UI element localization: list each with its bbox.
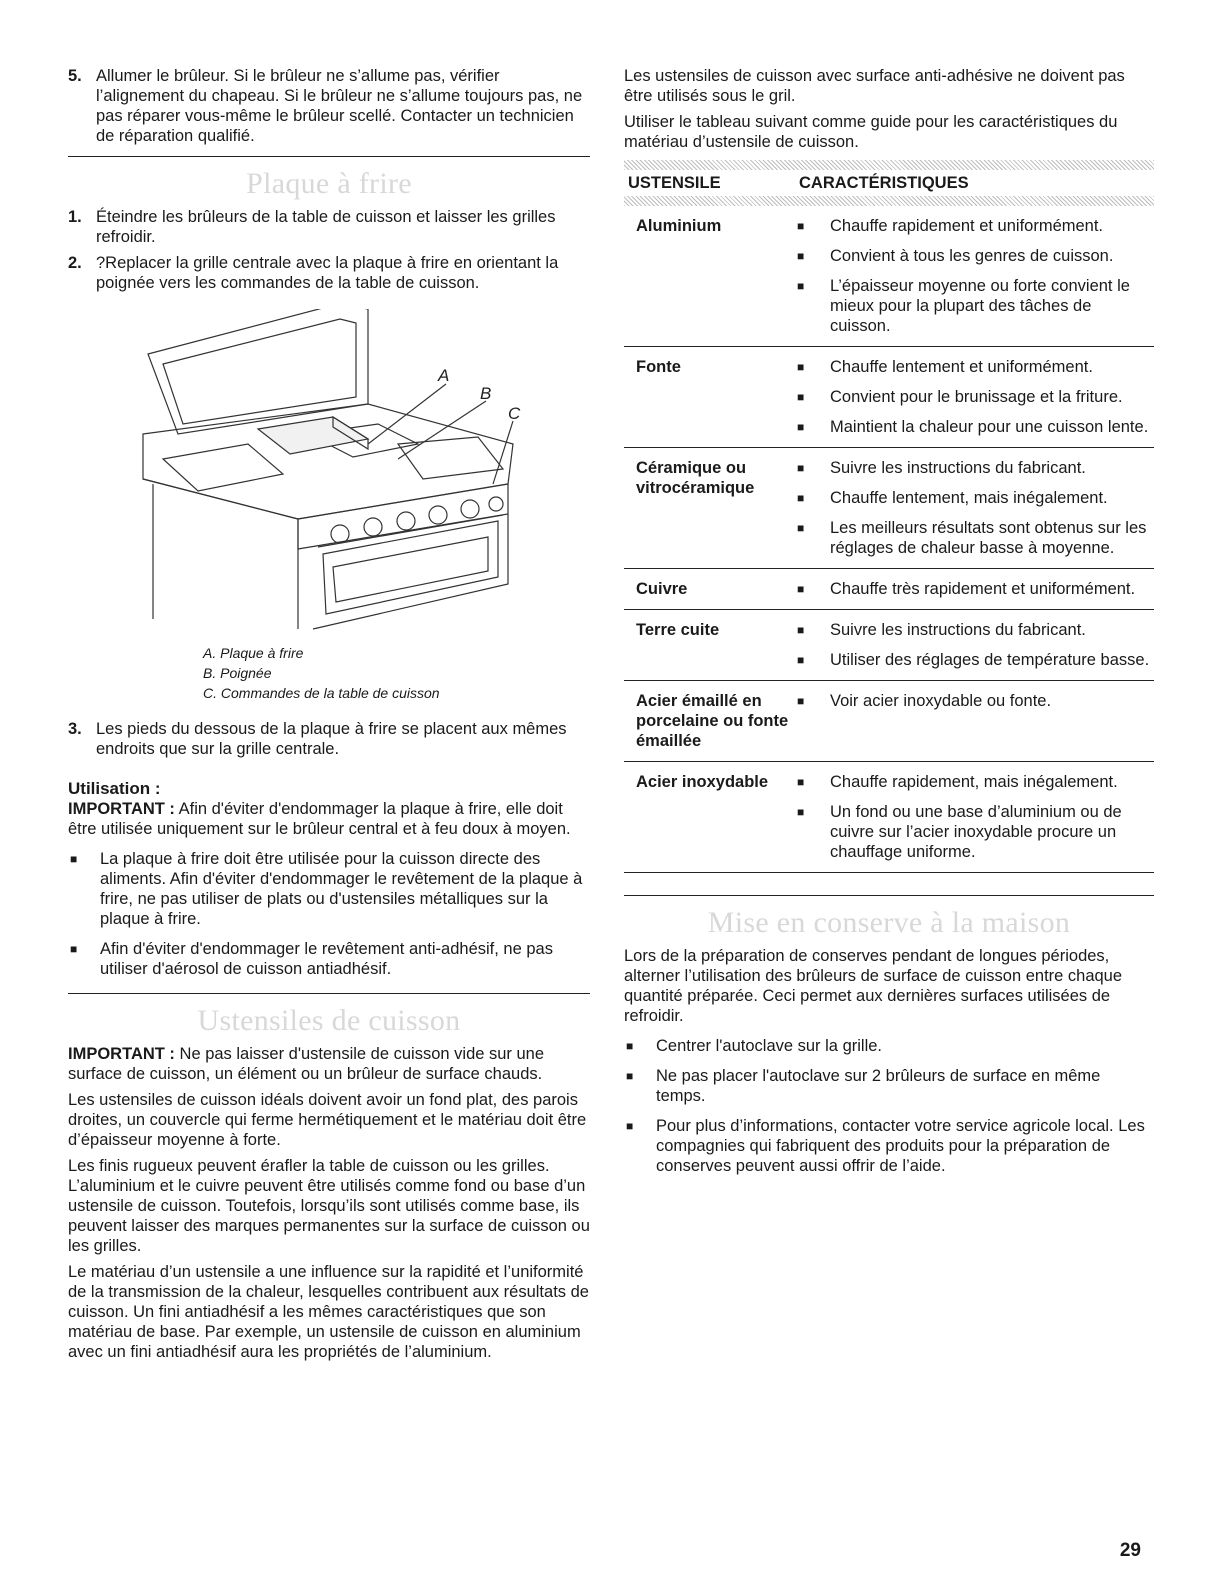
table-row xyxy=(624,206,1154,347)
bullet-square-icon: ■ xyxy=(70,852,78,866)
bullet-square-icon: ■ xyxy=(797,279,805,293)
bullet-square-icon: ■ xyxy=(797,420,805,434)
bullet-text: Chauffe lentement et uniformément. xyxy=(830,358,1093,376)
bullet-square-icon: ■ xyxy=(797,775,805,789)
bullet-item xyxy=(795,650,1154,670)
bullet-item xyxy=(795,518,1154,558)
bullet-square-icon: ■ xyxy=(626,1119,634,1133)
bullet-item xyxy=(795,458,1154,478)
ustensiles-important xyxy=(68,1044,590,1084)
material-characteristics xyxy=(795,772,1154,862)
intro-paragraph-1: Les ustensiles de cuisson avec surface anti-adhésive ne doivent pas être utilisés sous le gril. xyxy=(624,67,1125,105)
bullet-text: Convient à tous les genres de cuisson. xyxy=(830,247,1114,265)
bullet-text: Convient pour le brunissage et la friture. xyxy=(830,388,1123,406)
bullet-item xyxy=(795,620,1154,640)
page-number: 29 xyxy=(1119,1540,1141,1561)
step-text: ?Replacer la grille centrale avec la plaque à frire en orientant la poignée vers les commandes de la table de cuisson. xyxy=(96,254,559,292)
bullet-text: Les meilleurs résultats sont obtenus sur les réglages de chaleur basse à moyenne. xyxy=(830,519,1147,557)
caption-b: B. Poignée xyxy=(203,665,272,681)
bullet-square-icon: ■ xyxy=(797,623,805,637)
material-name: Fonte xyxy=(636,358,681,376)
bullet-item xyxy=(624,1036,1154,1056)
table-row xyxy=(624,610,1154,681)
ustensiles-paragraphs xyxy=(68,1090,590,1362)
ustensiles-paragraph: Le matériau d’un ustensile a une influence sur la rapidité et l’uniformité de la transmission de la chaleur, lesquelles contribuent aux résultats de cuisson. Un fini antiadhésif a les mêmes caractéristiques que son matériau de base. Par exemple, un ustensile de cuisson en aluminium avec un fini antiadhésif aura les propriétés de l’aluminium. xyxy=(68,1263,589,1361)
step-text: Les pieds du dessous de la plaque à frire se placent aux mêmes endroits que sur la grille centrale. xyxy=(96,720,567,758)
bullet-text: Pour plus d’informations, contacter votre service agricole local. Les compagnies qui fabriquent des produits pour la préparation de conserves peuvent aussi offrir de l’aide. xyxy=(656,1117,1145,1175)
utilisation-heading: Utilisation : xyxy=(68,779,161,798)
bullet-item xyxy=(68,939,590,979)
intro-paragraph-2: Utiliser le tableau suivant comme guide pour les caractéristiques du matériau d’ustensile de cuisson. xyxy=(624,113,1118,151)
bullet-item xyxy=(795,387,1154,407)
bullet-item xyxy=(795,772,1154,792)
bullet-item xyxy=(795,246,1154,266)
bullet-square-icon: ■ xyxy=(626,1069,634,1083)
ustensiles-paragraph: Les ustensiles de cuisson idéals doivent avoir un fond plat, des parois droites, un couvercle qui ferme hermétiquement et le matériau doit être d’épaisseur moyenne à forte. xyxy=(68,1091,587,1149)
bullet-text: Centrer l'autoclave sur la grille. xyxy=(656,1037,882,1055)
bullet-square-icon: ■ xyxy=(797,360,805,374)
material-characteristics xyxy=(795,458,1154,558)
material-characteristics xyxy=(795,357,1154,437)
right-column xyxy=(624,66,1154,1176)
left-column xyxy=(68,66,590,1362)
bullet-item xyxy=(795,417,1154,437)
range-illustration xyxy=(68,309,590,639)
bullet-text: Un fond ou une base d’aluminium ou de cuivre sur l’acier inoxydable procure un chauffage uniforme. xyxy=(830,803,1122,861)
conserve-bullets xyxy=(624,1036,1154,1176)
step-number: 2. xyxy=(68,254,82,272)
important-text: Afin d'éviter d'endommager la plaque à frire, elle doit être utilisée uniquement sur le brûleur central et à feu doux à moyen. xyxy=(68,800,571,838)
step-5 xyxy=(68,66,590,146)
step-3 xyxy=(68,719,590,759)
bullet-item xyxy=(795,802,1154,862)
bullet-text: Suivre les instructions du fabricant. xyxy=(830,459,1086,477)
caption-a: A. Plaque à frire xyxy=(203,645,304,661)
cookware-table xyxy=(624,206,1154,873)
bullet-text: La plaque à frire doit être utilisée pour la cuisson directe des aliments. Afin d'éviter d'endommager le revêtement de la plaque à frire, ne pas utiliser de plats ou d'ustensiles métalliques sur la plaque à frire. xyxy=(100,850,583,928)
bullet-text: L’épaisseur moyenne ou forte convient le mieux pour la plupart des tâches de cuisson. xyxy=(830,277,1130,335)
bullet-square-icon: ■ xyxy=(797,249,805,263)
bullet-square-icon: ■ xyxy=(797,582,805,596)
ustensiles-paragraph: Les finis rugueux peuvent érafler la table de cuisson ou les grilles. L’aluminium et le cuivre peuvent être utilisés comme fond ou base d’un ustensile de cuisson. Toutefois, lorsqu’ils sont utilisés comme base, ils peuvent laisser des marques permanentes sur la surface de cuisson ou les grilles. xyxy=(68,1157,590,1255)
material-name: Cuivre xyxy=(636,580,688,598)
material-characteristics xyxy=(795,691,1154,751)
important-label: IMPORTANT : xyxy=(68,1045,175,1063)
important-label: IMPORTANT : xyxy=(68,800,175,818)
bullet-item xyxy=(68,849,590,929)
bullet-square-icon: ■ xyxy=(797,461,805,475)
material-name: Céramique ou vitrocéramique xyxy=(636,459,755,497)
conserve-paragraph: Lors de la préparation de conserves pendant de longues périodes, alterner l’utilisation des brûleurs de surface de cuisson entre chaque quantité préparée. Ceci permet aux dernières surfaces utilisées de refroidir. xyxy=(624,947,1123,1025)
table-header xyxy=(624,170,1154,196)
table-row xyxy=(624,762,1154,873)
bullet-square-icon: ■ xyxy=(797,653,805,667)
header-ustensile: USTENSILE xyxy=(628,173,721,192)
bullet-text: Utiliser des réglages de température basse. xyxy=(830,651,1150,669)
figure-captions xyxy=(203,643,590,703)
section-divider xyxy=(68,156,590,157)
bullet-square-icon: ■ xyxy=(797,805,805,819)
bullet-text: Suivre les instructions du fabricant. xyxy=(830,621,1086,639)
label-b: B xyxy=(480,384,492,403)
bullet-square-icon: ■ xyxy=(797,694,805,708)
bullet-item xyxy=(624,1116,1154,1176)
important-text: Ne pas laisser d'ustensile de cuisson vide sur une surface de cuisson, un élément ou un brûleur de surface chauds. xyxy=(68,1045,545,1083)
bullet-square-icon: ■ xyxy=(626,1039,634,1053)
step-text: Éteindre les brûleurs de la table de cuisson et laisser les grilles refroidir. xyxy=(96,208,556,246)
range-drawing xyxy=(68,309,590,639)
bullet-item xyxy=(624,1066,1154,1106)
header-caracteristiques: CARACTÉRISTIQUES xyxy=(799,173,969,192)
table-row xyxy=(624,681,1154,762)
bullet-square-icon: ■ xyxy=(70,942,78,956)
table-row xyxy=(624,569,1154,610)
bullet-text: Chauffe lentement, mais inégalement. xyxy=(830,489,1108,507)
step-number: 5. xyxy=(68,67,82,85)
step-number: 1. xyxy=(68,208,82,226)
step-1 xyxy=(68,207,590,247)
table-row xyxy=(624,347,1154,448)
bullet-square-icon: ■ xyxy=(797,491,805,505)
material-characteristics xyxy=(795,216,1154,336)
bullet-text: Afin d'éviter d'endommager le revêtement anti-adhésif, ne pas utiliser d'aérosol de cuisson antiadhésif. xyxy=(100,940,553,978)
bullet-text: Chauffe rapidement et uniformément. xyxy=(830,217,1104,235)
label-c: C xyxy=(508,404,521,423)
bullet-square-icon: ■ xyxy=(797,521,805,535)
material-name: Acier inoxydable xyxy=(636,773,769,791)
table-top-band xyxy=(624,160,1154,170)
material-characteristics xyxy=(795,620,1154,670)
section-title-ustensiles: Ustensiles de cuisson xyxy=(197,1004,461,1037)
bullet-square-icon: ■ xyxy=(797,390,805,404)
bullet-text: Chauffe rapidement, mais inégalement. xyxy=(830,773,1118,791)
caption-c: C. Commandes de la table de cuisson xyxy=(203,685,440,701)
step-text: Allumer le brûleur. Si le brûleur ne s’allume pas, vérifier l’alignement du chapeau. Si le brûleur ne s’allume toujours pas, ne pas réparer vous-même le brûleur scellé. Contacter un technicien de réparation qualifié. xyxy=(96,67,583,145)
bullet-text: Voir acier inoxydable ou fonte. xyxy=(830,692,1052,710)
section-title-conserve: Mise en conserve à la maison xyxy=(707,906,1071,939)
bullet-item xyxy=(795,276,1154,336)
material-name: Aluminium xyxy=(636,217,722,235)
material-name: Acier émaillé en porcelaine ou fonte émaillée xyxy=(636,692,789,750)
bullet-square-icon: ■ xyxy=(797,219,805,233)
section-title-plaque: Plaque à frire xyxy=(246,167,412,200)
table-header-band xyxy=(624,196,1154,206)
material-characteristics xyxy=(795,579,1154,599)
bullet-item xyxy=(795,357,1154,377)
bullet-item xyxy=(795,216,1154,236)
bullet-text: Ne pas placer l'autoclave sur 2 brûleurs de surface en même temps. xyxy=(656,1067,1101,1105)
steps-list xyxy=(68,207,590,293)
bullet-item xyxy=(795,488,1154,508)
section-divider xyxy=(68,993,590,994)
section-divider xyxy=(624,895,1154,896)
step-2 xyxy=(68,253,590,293)
bullet-text: Maintient la chaleur pour une cuisson lente. xyxy=(830,418,1149,436)
utilisation-important xyxy=(68,799,590,839)
utilisation-bullets xyxy=(68,849,590,979)
table-row xyxy=(624,448,1154,569)
label-a: A xyxy=(438,366,450,385)
bullet-item xyxy=(795,691,1154,711)
bullet-text: Chauffe très rapidement et uniformément. xyxy=(830,580,1136,598)
material-name: Terre cuite xyxy=(636,621,720,639)
step-number: 3. xyxy=(68,720,82,738)
bullet-item xyxy=(795,579,1154,599)
